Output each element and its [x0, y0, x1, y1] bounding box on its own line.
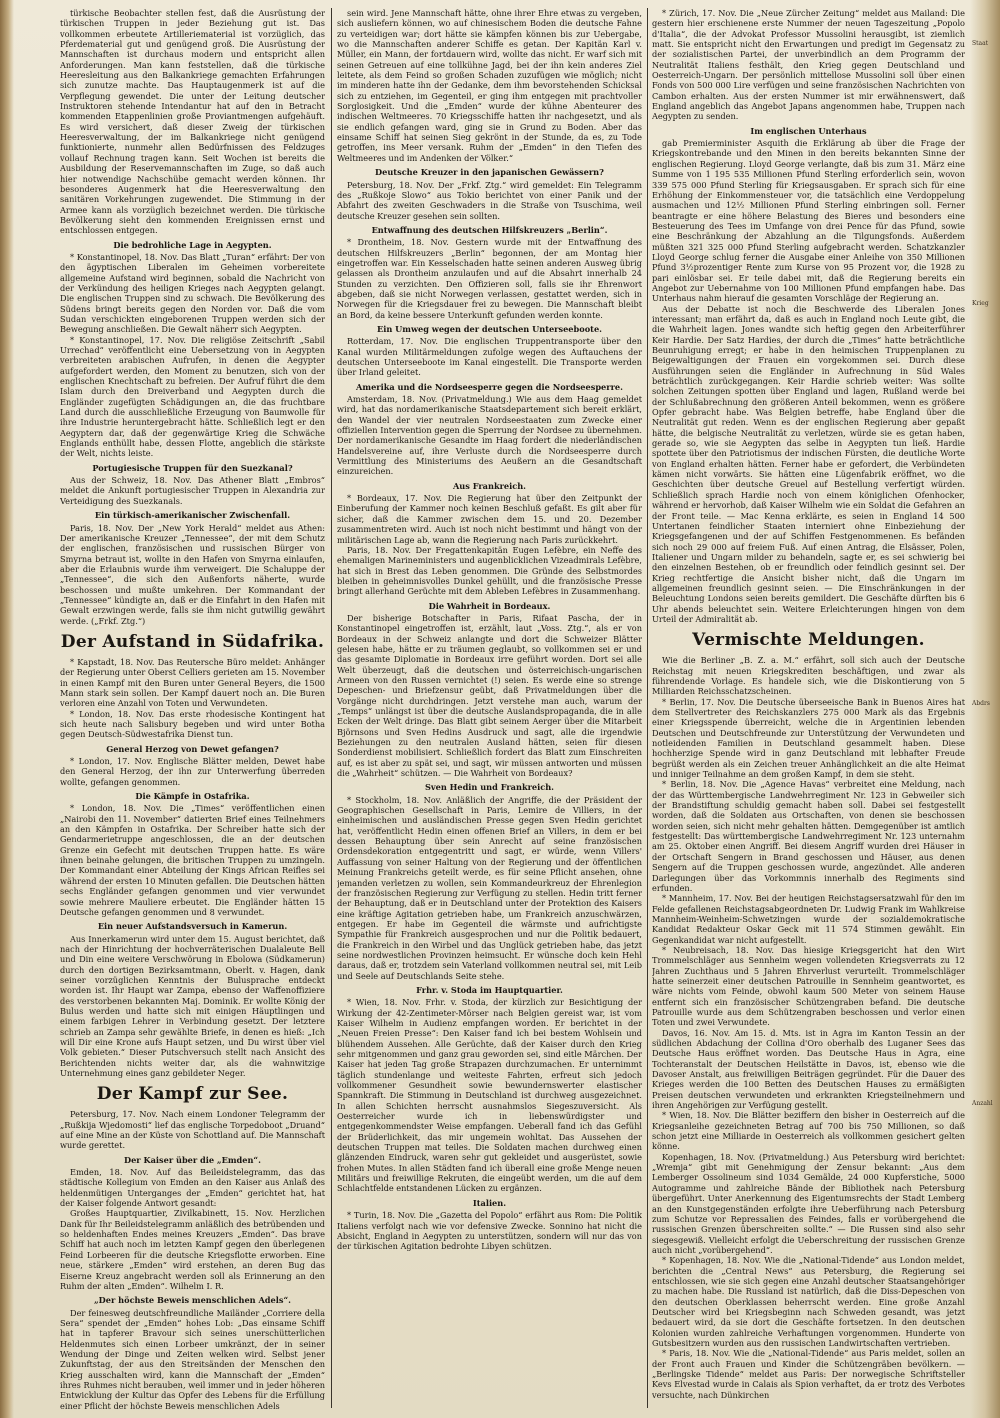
paragraph: Amsterdam, 18. Nov. (Privatmeldung.) Wie aus dem Haag gemeldet wird, hat das nordamerikanische Staatsdepartement sich bereit erklärt, den Wandel der vier neutralen Nordseestaaten zum Zwecke einer offiziellen Intervention gegen die Sperrung der Nordsee zu übernehmen. Der nordamerikanische Gesandte im Haag fordert die niederländischen Handelsvereine auf, ihre Verluste durch die Nordseesperre durch Vermittlung des Ministeriums des Aeußern an die Gesandtschaft einzureichen. [337, 394, 642, 477]
headline: Im englischen Unterhaus [750, 125, 867, 136]
paragraph: Paris, 18. Nov. Der Fregattenkapitän Eugen Lefèbre, ein Neffe des ehemaligen Marineministers und augenblicklichen Vizeadmirals Lefèbre, hat sich in Brest das Leben genommen. Die Gründe des Selbstmordes bleiben in geheimnisvolles Dunkel gehüllt, und die französische Presse bringt allerhand Gerüchte mit dem Ableben Lefèbres in Zusammenhang. [337, 544, 642, 597]
paragraph: Aus der Debatte ist noch die Beschwerde des Liberalen Jones interessant; man erfährt da, daß es auch in England noch Leute gibt, die die Wahrheit lagen. Jones wandte sich heftig gegen den Arbeiterführer Keir Hardie. Der Satz Hardies, der durch die „Times“ hatte beträchtliche Beunruhigung erregt; er habe in den heimischen Truppenplanen zu Beigewaltigungen der Frauen ein vorgekommen sei. Durch diese Ausführungen seien die Engländer in Aufrechnung in Süd Wales beträchtlich zurückgegangen. Keir Hardie schrieb weiter: Was sollte solchen Zeitungen spotten über England und lagen, Rußland werde bei der Schlußabrechnung den größeren Anteil bekommen, wenn es größere Opfer gebracht habe. Was Belgien betreffe, habe England über die Neutralität gut reden. Wenn es der englischen Regierung aber gepaßt hätte, die belgische Neutralität zu verletzen, würde sie es getan haben, gerade so, wie sie Aegypten das selbe in Aegypten tun ließ. Hardie spottete über den Patriotismus der indischen Fürsten, die deutliche Worte von England erhalten hätten. Ferner habe er gefordert, die Verbündeten kämen nicht vorwärts. Sie hätten eine Lügenfabrik eröffnet, wo die Geschichten über deutsche Greuel auf Bestellung verfertigt würden. Schließlich sprach Hardie noch von einem königlichen Ofenhocker, während er hervorhob, daß Kaiser Wilhelm wie ein Soldat die Gefahren an der Front teile. — Mac Kenna erklärte, es seien in England 14 500 Untertanen feindlicher Staaten interniert ohne Einbeziehung der Kriegsgefangenen und der auf Schiffen Festgenommenen. Es befänden sich noch 29 000 auf freiem Fuß. Auf einen Antrag, die Elsässer, Polen, Italiener und Ungarn milder zu behandeln, sagte er, es sei schwierig bei den einzelnen Bestehen, ob er freundlich oder feindlich gesinnt sei. Der Krieg rechtfertige die Ansicht bisher nicht, daß die Ungarn im allgemeinen freundlich gesinnt seien. — Die Einschränkungen in der Beleuchtung Londons seien bereits gemildert. Die Geschäfte dürften bis 6 Uhr abends beleuchtet sein. Weitere Erleichterungen hingen von dem Urteil der Admiralität ab. [652, 303, 965, 624]
section-heading: Vermischte Meldungen. [692, 630, 925, 651]
paragraph: Petersburg, 18. Nov. Der „Frkf. Ztg.“ wird gemeldet: Ein Telegramm des „Rußkoje Slowo“ aus Tokio berichtet von einer Panik und der Abfahrt des zweiten Geschwaders in die Straße von Tsuschima, weil deutsche Kreuzer gesehen sein sollten. [337, 179, 642, 221]
column-3 [652, 8, 965, 1412]
headline: Die Wahrheit in Bordeaux. [428, 600, 551, 611]
headline: „Der höchste Beweis menschlichen Adels“. [93, 1295, 292, 1306]
page-right-edge [970, 0, 1000, 1418]
paragraph: Kopenhagen, 18. Nov. (Privatmeldung.) Aus Petersburg wird berichtet: „Wremja“ gibt mit Genehmigung der Zensur bekannt: „Aus dem Lemberger Ossolineum sind 1034 Gemälde, 24 000 Kupferstiche, 5000 Autogramme und zahlreiche Bände der Bibliothek nach Petersburg übergeführt. Unter Anerkennung des Eigentumsrechts der Stadt Lemberg an den Kunstgegenständen erfolgte ihre Ueberführung nach Petersburg zum Schutze vor Repressalien des Feindes, falls er vorübergehend die russischen Grenzen überschreiten sollte.“ — Die Russen sind also sehr siegesgewiß. Vielleicht erfolgt die Ueberschreitung der russischen Grenze auch nicht „vorübergehend“. [652, 1151, 965, 1255]
paragraph: * Turin, 18. Nov. Die „Gazetta del Popolo“ erfährt aus Rom: Die Politik Italiens verfolgt nach wie vor defensive Zwecke. Sonnino hat nicht die Absicht, England in Aegypten zu unterstützen, sondern will nur das von der türkischen Agitation bedrohte Libyen schützen. [337, 1210, 642, 1252]
headline: Frhr. v. Stoda im Hauptquartier. [416, 984, 563, 995]
paragraph: Wie die Berliner „B. Z. a. M.“ erfährt, soll sich auch der Deutsche Reichstag mit neuen Kriegskrediten beschäftigen, und zwar als führendende Vorlage. Es handele sich, wie die Diskontierung von 5 Milliarden Reichsschatzscheinen. [652, 655, 965, 697]
page-left-edge [0, 0, 14, 1418]
paragraph: * Bordeaux, 17. Nov. Die Regierung hat über den Zeitpunkt der Einberufung der Kammer noch keinen Beschluß gefaßt. Es gilt aber für sicher, daß die Kammer zwischen dem 15. und 20. Dezember zusammentreten wird. Auch ist noch nicht bestimmt und hängt von der militärischen Lage ab, wann die Regierung nach Paris zurückkehrt. [337, 493, 642, 545]
column-rule [331, 8, 332, 1408]
paragraph: sein wird. Jene Mannschaft hätte, ohne ihrer Ehre etwas zu vergeben, sich ausliefern können, wo auf chinesischem Boden die deutsche Fahne zu verteidigen war; dort hätte sie kämpfen können bis zur Uebergabe, wo die Mannschaften anderer Schiffe es getan. Der Kapitän Karl v. Müller, ein Mann, der fortdauern wird, wollte das nicht. Er warf sich mit seinen Getreuen auf eine tollkühne Jagd, bei der ihn kein anderes Ziel leitete, als dem Feind so großen Schaden zuzufügen wie möglich; nicht im minderen hatte ihn der Gedanke, dem ihm bevorstehenden Schicksal sich zu entziehen, im Gegenteil, er ging ihm entgegen mit prachtvoller Sorglosigkeit. Und die „Emden“ wurde der kühne Abenteurer des indischen Weltmeeres. 70 Kriegsschiffe hatten ihr nachgesetzt, und als sie endlich gefangen ward, ging sie in Grund zu Boden. Aber das einsame Schiff hat seinen Sieg gekrönt in der Stunde, da es, zu Tode getroffen, ins Meer versank. Ruhm der „Emden“ in den Tiefen des Weltmeeres und im Andenken der Völker.“ [337, 8, 642, 163]
paragraph: * Drontheim, 18. Nov. Gestern wurde mit der Entwaffnung des deutschen Hilfskreuzers „Berlin“ begonnen, der am Montag hier eingetroffen war. Ein Kesselschaden hatte seinen anderen Ausweg übrig gelassen als Drontheim anzulaufen und auf die Absahrt innerhalb 24 Stunden zu verzichten. Den Offizieren soll, falls sie ihr Ehrenwort abgeben, daß sie nicht Norwegen verlassen, gestattet werden, sich in Norwegen für die Kriegsdauer frei zu bewegen. Die Mannschaft bleibt an Bord, da keine bessere Unterkunft gefunden werden konnte. [337, 237, 642, 320]
column-2 [337, 8, 642, 1412]
paragraph: * Konstantinopel, 17. Nov. Die religiöse Zeitschrift „Sabil Urrechad“ veröffentlicht eine Uebersetzung von in Aegypten verbreiteten arabischen Aufrufen, in denen die Aegypter aufgefordert werden, den Moment zu benutzen, sich von der englischen Knechtschaft zu befreien. Der Aufruf führt die dem Islam durch den Dreiverband und Aegypten durch die Engländer zugefügten Schädigungen an, die das fruchtbare Land durch die ausschließliche Erzeugung von Baumwolle für ihre Industrie heruntergebracht hätte. Schließlich legt er den Aegyptern dar, daß der gegenwärtige Krieg die Schwäche Englands enthüllt habe, dessen Flotte, angeblich die stärkste der Welt, nichts leiste. [60, 334, 325, 459]
headline: Sven Hedin und Frankreich. [424, 782, 555, 793]
column-1 [60, 8, 325, 1412]
headline: Amerika und die Nordseesperre gegen die Nordseesperre. [356, 381, 623, 392]
headline: Die bedrohliche Lage in Aegypten. [113, 239, 272, 250]
paragraph: * Mannheim, 17. Nov. Bei der heutigen Reichstagsersatzwahl für den im Felde gefallenen Reichstagsabgeordneten Dr. Ludwig Frank im Wahlkreise Mannheim-Weinheim-Schwetzingen wurde der sozialdemokratische Kandidat Redakteur Oskar Geck mit 11 574 Stimmen gewählt. Ein Gegenkandidat war nicht aufgestellt. [652, 893, 965, 945]
headline: Portugiesische Truppen für den Suezkanal? [92, 462, 293, 473]
paragraph: * Neubreisach, 18. Nov. Das hiesige Kriegsgericht hat den Wirt Trommelschläger aus Sennheim wegen vollendeten Kriegsverrats zu 12 Jahren Zuchthaus und 5 Jahren Ehrverlust verurteilt. Trommelschläger hatte seinerzeit einer deutschen Patrouille in Sennheim geantwortet, es wäre nichts vom Feinde, obwohl kaum 500 Meter von seinem Hause entfernt sich ein französischer Schützengraben befand. Die deutsche Patrouille wurde aus dem Schützengraben beschossen und verlor einen Toten und zwei Verwundete. [652, 944, 965, 1028]
paragraph: * London, 18. Nov. Die „Times“ veröffentlichen einen „Nairobi den 11. November“ datierten Brief eines Teilnehmers an den Kämpfen in Ostafrika. Der Schreiber hatte sich der Gendarmerietruppe angeschlossen, die an der deutschen Grenze ein Gefecht mit deutschen Truppen hatte. Es wäre ihnen beinahe gelungen, die britischen Truppen zu umzingeln. Der Kommandant einer Abteilung der Kings African Reifles sei während der ersten 10 Minuten gefallen. Die Deutschen hätten sechs Engländer gefangen genommen und vier verwundet sowie mehrere Mauliere erbeutet. Die Engländer hätten 15 Deutsche gefangen genommen und 8 verwundet. [60, 803, 325, 917]
paragraph: Rotterdam, 17. Nov. Die englischen Truppentransporte über den Kanal wurden Militärmeldungen zufolge wegen des Auftauchens der deutschen Unterseeboote im Kanal eingestellt. Die Transporte werden über Irland geleitet. [337, 336, 642, 378]
paragraph: Davos, 16. Nov. Am 15. d. Mts. ist in Agra im Kanton Tessin an der südlichen Abdachung der Collina d'Oro oberhalb des Luganer Sees das Deutsche Haus eröffnet worden. Das Deutsche Haus in Agra, eine Tochteranstalt der Deutschen Heilstätte in Davos, ist, ebenso wie die Davoser Anstalt, aus freiwilligen Beiträgen gegründet. Für die Dauer des Krieges werden die 100 Betten des Deutschen Hauses zu ermäßigten Preisen deutschen verwundeten und erkrankten Kriegsteilnehmern und ihren Angehörigen zur Verfügung gestellt. [652, 1027, 965, 1111]
paragraph: türkische Beobachter stellen fest, daß die Ausrüstung der türkischen Truppen in jeder Beziehung gut ist. Das vollkommen erbeutete Artilleriematerial ist vorzüglich, das Pferdematerial gut und genügend groß. Die Ausrüstung der Mannschaften ist durchaus modern und entspricht allen Anforderungen. Man kann feststellen, daß die türkische Heeresleitung aus den Balkankriege gemachten Erfahrungen sich zunutze machte. Das Hauptaugenmerk ist auf die Verpflegung gewendet. Die unter der Leitung deutscher Instruktoren stehende Intendantur hat auf den in Betracht kommenden Etappenlinien große Proviantmengen aufgehäuft. Es wird versichert, daß dieser Zweig der türkischen Heeresverwaltung, der im Balkankriege nicht genügend funktionierte, nunmehr allen Bedürfnissen des Feldzuges vollauf Rechnung tragen kann. Seit Wochen ist bereits die Ausbildung der Reservemannschaften im Zuge, so daß auch hier notwendige Nachschübe gemacht werden können. Ihr besonderes Augenmerk hat die Heeresverwaltung den sanitären Vorkehrungen zugewendet. Die Stimmung in der Armee kann als vorzüglich bezeichnet werden. Die türkische Bevölkerung sieht den kommenden Ereignissen ernst und entschlossen entgegen. [60, 8, 325, 236]
paragraph: * Paris, 18. Nov. Wie die „National-Tidende“ aus Paris meldet, sollen an der Front auch Frauen und Kinder die Schützengräben bevölkern. — „Berlingske Tidende“ meldet aus Paris: Der norwegische Schriftsteller Kevs Elvestad wurde in Calais als Spion verhaftet, da er trotz des Verbotes versuchte, nach Dünkirchen [652, 1348, 965, 1400]
edge-text-fragment: Staat [972, 40, 989, 47]
headline: Aus Frankreich. [452, 480, 527, 491]
paragraph: * Zürich, 17. Nov. Die „Neue Zürcher Zeitung“ meldet aus Mailand: Die gestern hier erschienene erste Nummer der neuen Tageszeitung „Popolo d'Italia“, die der Advokat Professor Mussolini herausgibt, ist ziemlich matt. Sie entspricht nicht den Erwartungen und predigt im Gegensatz zu der sozialistischen Partei, der unverbindlich an dem Programm der Neutralität Italiens festhält, den Krieg gegen Deutschland und Oesterreich-Ungarn. Der persönlich mittellose Mussolini soll über einen Fonds von 500 000 Lire verfügen und seine französischen Nachrichten von Cambon erhalten. Aus der ersten Nummer ist mir erwähnenswert, daß England angeblich das Angebot Japans angenommen habe, Truppen nach Aegypten zu senden. [652, 8, 965, 122]
paragraph: Petersburg, 17. Nov. Nach einem Londoner Telegramm der „Rußkija Wjedomosti“ lief das englische Torpedoboot „Druand“ auf eine Mine an der Küste von Schottland auf. Die Mannschaft wurde gerettet. [60, 1109, 325, 1151]
headline: Deutsche Kreuzer in den japanischen Gewässern? [375, 167, 604, 178]
headline: Ein Umweg wegen der deutschen Unterseeboote. [376, 323, 603, 334]
column-rule [647, 8, 648, 1408]
paragraph: * London, 18. Nov. Das erste rhodesische Kontingent hat sich heute nach Salisbury begeben und wird unter Botha gegen Deutsch-Südwestafrika Dienst tun. [60, 708, 325, 740]
paragraph: * Berlin, 17. Nov. Die Deutsche überseeische Bank in Buenos Aires hat dem Stellvertreter des Reichskanzlers 275 000 Mark als das Ergebnis einer Kriegsspende überreicht, welche die in Argentinien lebenden Deutschen und Deutschfreunde zur Unterstützung der Verwundeten und notleidenden Familien in Deutschland gesammelt haben. Diese hochherzige Spende wird in ganz Deutschland mit lebhafter Freude begrüßt werden als ein Zeichen treuer Anhänglichkeit an die alte Heimat und inniger Teilnahme an dem großen Kampf, in dem sie steht. [652, 696, 965, 780]
paragraph: * Wien, 18. Nov. Die Blätter beziffern den bisher in Oesterreich auf die Kriegsanleihe gezeichneten Betrag auf 700 bis 750 Millionen, so daß schon jetzt eine Milliarde in Oesterreich als vollkommen gesichert gelten könne. [652, 1110, 965, 1152]
paragraph: * Wien, 18. Nov. Frhr. v. Stoda, der kürzlich zur Besichtigung der Wirkung der 42-Zentimeter-Mörser nach Belgien gereist war, ist vom Kaiser Wilhelm in Audienz empfangen worden. Er berichtet in der „Neuen Freien Presse“: Den Kaiser fand ich bei bestem Wohlsein und blühendem Aussehen. Alle Gerüchte, daß der Kaiser durch den Krieg sehr mitgenommen und ganz grau geworden sei, sind eitle Märchen. Der Kaiser hat jeden Tag große Strapazen durchzumachen. Er unternimmt täglich stundenlange und weiteste Fahrten, erfreut sich jedoch vollkommener Gesundheit sowie bewundernswerter elastischer Spannkraft. Die Stimmung in Deutschland ist durchweg ausgezeichnet. In allen Schichten herrscht ausnahmslos Siegeszuversicht. Als Oesterreicher wurde ich in liebenswürdigster und entgegenkommendster Weise empfangen. Ueberall fand ich das Gefühl der Brüderlichkeit, das mir ungemein wohltat. Das Aussehen der deutschen Truppen mat teiles. Die Soldaten machen durchweg einen glänzenden Eindruck, waren sehr gut gekleidet und ausgerüstet, sowie frohen Mutes. In allen Städten fand ich überall eine große Menge neuen Militärs und freiwillige Rekruten, die eingeübt werden, um die auf dem Schlachtfelde entstandenen Lücken zu ergänzen. [337, 997, 642, 1194]
paragraph: Aus der Schweiz, 18. Nov. Das Athener Blatt „Embros“ meldet die Ankunft portugiesischer Truppen in Alexandria zur Verteidigung des Suezkanals. [60, 475, 325, 506]
section-heading: Der Kampf zur See. [96, 1084, 289, 1105]
headline: Ein neuer Aufstandsversuch in Kamerun. [97, 921, 288, 932]
headline: Italien. [472, 1197, 507, 1208]
edge-text-fragment: Abdrs [972, 700, 990, 707]
paragraph: Der feinesweg deutschfreundliche Mailänder „Corriere della Sera“ spendet der „Emden“ hohes Lob: „Das einsame Schiff hat in tapferer Bravour sich seines unerschütterlichen Heldenmutes sich einen Lorbeer umkränzt, der in seiner Wendung der Dinge und Zeiten welken wird. Selbst jener Zukunftstag, der aus den Streitsänden der Menschen den Krieg ausschalten wird, kann die Mannschaft der „Emden“ ihres Ruhmes nicht berauben, weil immer und in jeder höheren Entwicklung der Kultur das Opfer des Lebens für die Erfüllung einer Pflicht der höchste Beweis menschlichen Adels [60, 1307, 325, 1411]
paragraph: Paris, 18. Nov. Der „New York Herald“ meldet aus Athen: Der amerikanische Kreuzer „Tennessee“, der mit dem Schutz der englischen, französischen und russischen Bürger von Smyrna betraut ist, wollte in den Hafen von Smyrna einlaufen, aber die Erlaubnis wurde ihm verweigert. Die Schaluppe der „Tennessee“, die sich den Außenforts näherte, wurde beschossen und mußte umkehren. Der Kommandant der „Tennessee“ kündigte an, daß er die Einfahrt in den Hafen mit Gewalt erzwingen werde, falls sie ihm nicht gutwillig gewährt werde. („Frkf. Ztg.“) [60, 522, 325, 626]
paragraph: * Kapstadt, 18. Nov. Das Reutersche Büro meldet: Anhänger der Regierung unter Oberst Celliers gerieten am 15. November in einen Kampf mit den Buren unter General Beyers, die 1500 Mann stark sein sollen. Der Kampf dauert noch an. Die Buren verloren eine Anzahl von Toten und Verwundeten. [60, 656, 325, 709]
paragraph: * Stockholm, 18. Nov. Anläßlich der Angriffe, die der Präsident der Geographischen Gesellschaft in Paris, Lemire de Villiers, in der einheimischen und ausländischen Presse gegen Sven Hedin gerichtet hat, veröffentlicht Hedin einen offenen Brief an Villers, in dem er bei dessen Behauptung über sein Anrecht auf seine französischen Ordensdekoration entgegentritt und sagt, er würde, wenn Villers' Auffassung von seiner Haltung von der Regierung und der öffentlichen Meinung Frankreichs geteilt werde, es für seine Pflicht ansehen, ohne jemanden verletzen zu wollen, sein Kommandeurkreuz der Ehrenlegion der französischen Regierung zur Verfügung zu stellen. Hedin tritt ferner der Behauptung, daß er in Deutschland unter der Protektion des Kaisers eine kräftige Agitation getrieben habe, um Frankreich anzuschwärzen, entgegen. Er habe im Gegenteil die wärmste und aufrichtigste Sympathie für Frankreich ausgesprochen und nur die Politik bedauert, die Frankreich in den Wirbel und das Unglück getrieben habe, das jetzt seine nordwestlichen Provinzen heimsucht. Er wünsche doch kein Hehl daraus, daß er, trotzdem sein Vaterland vollkommen neutral sei, mit Leib und Seele auf Deutschlands Seite stehe. [337, 794, 642, 981]
paragraph: * Konstantinopel, 18. Nov. Das Blatt „Turan“ erfährt: Der von den ägyptischen Liberalen im Geheimen vorbereitete allgemeine Aufstand wird beginnen, sobald die Nachricht von der Verkündung des heiligen Krieges nach Aegypten gelangt. Die englischen Truppen sind zu schwach. Die Bevölkerung des Südens bringt bereits gegen den Norden vor. Daß die vom Sudan verschickten eingeborenen Truppen werden sich der Bewegung anschließen. Die Gewalt näherr sich Aegypten. [60, 251, 325, 335]
paragraph: Der bisherige Botschafter in Paris, Rifaat Pascha, der in Konstantinopel eingetroffen ist, erzählt, laut „Voss. Ztg.“, als er von Bordeaux in der Schweiz anlangte und dort die Schweizer Blätter gelesen habe, hätte er zu träumen geglaubt, so vollkommen sei er und das gesamte Diplomatie in Bordeaux irre geführt worden. Dort sei alle Welt überzeugt, daß die deutschen und österreichisch-ungarischen Armeen von den Russen vernichtet (!) seien. Es werde eine so strenge Depeschen- und Briefzensur geübt, daß Privatmeldungen über die Vorgänge nicht durchdringen. Jetzt verstehe man auch, warum der „Temps“ unlängst ist über die deutsche Auslandspropaganda, die in alle Ecken der Welt dringe. Das Blatt gibt seinem Aerger über die Mitarbeit Björnsons und Sven Hedins Ausdruck und sagt, alle die irgendwie Beziehungen zu den neutralen Ausland hätten, seien für diesen Sonderdienst mobilisiert. Schließlich fordert das Blatt zum Einschreiten auf, es ist aber zu spät sei, und sagt, wir müssen antworten und müssen die „Wahrheit“ schützen. — Die Wahrheit von Bordeaux? [337, 612, 642, 779]
section-heading: Der Aufstand in Südafrika. [60, 631, 325, 652]
headline: General Herzog von Dewet gefangen? [106, 743, 279, 754]
paragraph: * Kopenhagen, 18. Nov. Wie die „National-Tidende“ aus London meldet, berichten die „Central News“ aus Petersburg, die Regierung sei entschlossen, wie sie sich gegen eine Anzahl deutscher Staatsangehöriger zu machen habe. Die Russland ist natürlich, daß die Diss-Depeschen von den deutschen Oberklassen beherrscht werden. Eine große Anzahl Deutscher wird bei Kriegsbeginn nach Schweden gesandt, was jetzt bedauert wird, da sie dort die Geschäfte fortsetzen. In den deutschen Kolonien wurden zahlreiche Verhaftungen vorgenommen. Hunderte von Gutsbesitzern wurden aus den russischen Landwirtschaften vertrieben. [652, 1255, 965, 1348]
paragraph: * London, 17. Nov. Englische Blätter melden, Dewet habe den General Herzog, der ihn zur Unterwerfung überreden wollte, gefangen genommen. [60, 756, 325, 787]
headline: Der Kaiser über die „Emden“. [124, 1154, 261, 1165]
headline: Entwaffnung des deutschen Hilfskreuzers „Berlin“. [371, 224, 608, 235]
headline: Die Kämpfe in Ostafrika. [135, 791, 250, 802]
paragraph: * Berlin, 18. Nov. Die „Agence Havas“ verbreitet eine Meldung, nach der das Württembergische Landwehrregiment Nr. 123 in Gebweiler sich der Brandstiftung schuldig gemacht haben soll. Dabei sei festgestellt worden, daß die Soldaten aus Ortschaften, von denen sie beschossen worden seien, sich nicht mehr gehalten hätten. Demgegenüber ist amtlich festgestellt: Das württembergische Landwehrregiment Nr. 123 unternahm am 25. Oktober einen Angriff. Bei diesem Angriff wurden drei Häuser in der Ortschaft Sengern in Brand geschossen und Häuser, aus denen Sengern auf die Truppen geschossen wurde, angezündet. Alle anderen Darlegungen über das Vorkommnis innerhalb des Regiments sind erfunden. [652, 779, 965, 893]
paragraph: gab Premierminister Asquith die Erklärung ab über die Frage der Kriegskontrebande und den Minen in den bereits bekannten Sinne der englischen Regierung. Lloyd George verlangte, daß bis zum 31. März eine Summe von 1 195 535 Millionen Pfund Sterling erforderlich sein, wovon 339 575 000 Pfund Sterling für Kriegsausgaben. Er sprach sich für eine Erhöhung der Einkommensteuer vor, die tatsächlich eine Verdoppelung ausmachen und 12½ Millionen Pfund Sterling einbringen soll. Ferner beantragte er eine höhere Belastung des Bieres und besonders eine Besteuerung des Tees im Umfange von drei Pence für das Pfund, sowie eine Beschränkung der Abzahlung an die Tilgungsfonds. Außerdem müßten 321 325 000 Pfund Sterling aufgebracht werden. Schatzkanzler Lloyd George schlug ferner die Ausgabe einer Anleihe von 350 Millionen Pfund 3½prozentiger Rente zum Kurse von 95 Prozent vor, die 1928 zu pari einlösbar sei. Er teile dabei mit, daß die Regierung bereits ein Angebot zur Uebernahme von 100 Millionen Pfund empfangen habe. Das Unterhaus nahm hierauf die gesamten Vorschläge der Regierung an. [652, 138, 965, 304]
headline: Ein türkisch-amerikanischer Zwischenfall. [94, 510, 291, 521]
paragraph: Aus Innerkamerun wird unter dem 15. August berichtet, daß nach der Hinrichtung der hochverräterischen Dualaleute Bell und Din eine weitere Verschwörung in Ebolowa (Südkamerun) durch den dortigen Bezirksamtmann, Oberlt. v. Hagen, dank seiner vorzüglichen Kenntnis der Bulusprache entdeckt worden ist. Ihr Haupt war Zampa, ebenso der Waffenoffiziere des verstorbenen bekannten Maj. Dominik. Er wollte König der Bulus werden und hatte sich mit einigen Häuptlingen und einem farbigen Lehrer in Verbindung gesetzt. Der letztere schrieb an Zampa sehr gewählte Briefe, in denen es hieß: „Ich will Dir eine Krone aufs Haupt setzen, und Du wirst über viel Volk gebieten.“ Dieser Putschversuch stellt nach Ansicht des Berichtenden nichts weiter dar, als die wahnwitzige Unternehmung eines ganz gebildeter Neger. [60, 933, 325, 1078]
edge-text-fragment: Anzahl [972, 1100, 993, 1107]
paragraph: Emden, 18. Nov. Auf das Beileidstelegramm, das das städtische Kollegium von Emden an den Kaiser aus Anlaß des heldenmütigen Unterganges der „Emden“ gerichtet hat, hat der Kaiser folgende Antwort gesandt: [60, 1167, 325, 1209]
paragraph: Großes Hauptquartier, Zivilkabinett, 15. Nov. Herzlichen Dank für Ihr Beileidstelegramm anläßlich des betrübenden und so heldenhaften Endes meines Kreuzers „Emden“. Das brave Schiff hat auch noch im letzten Kampf gegen den überlegenen Feind Lorbeeren für die deutsche Kriegsflotte erworben. Eine neue, stärkere „Emden“ wird erstehen, an deren Bug das Eiserne Kreuz angebracht werden soll als Erinnerung an den Ruhm der alten „Emden“. Wilhelm I. R. [60, 1208, 325, 1291]
edge-text-fragment: Krieg [972, 300, 989, 307]
